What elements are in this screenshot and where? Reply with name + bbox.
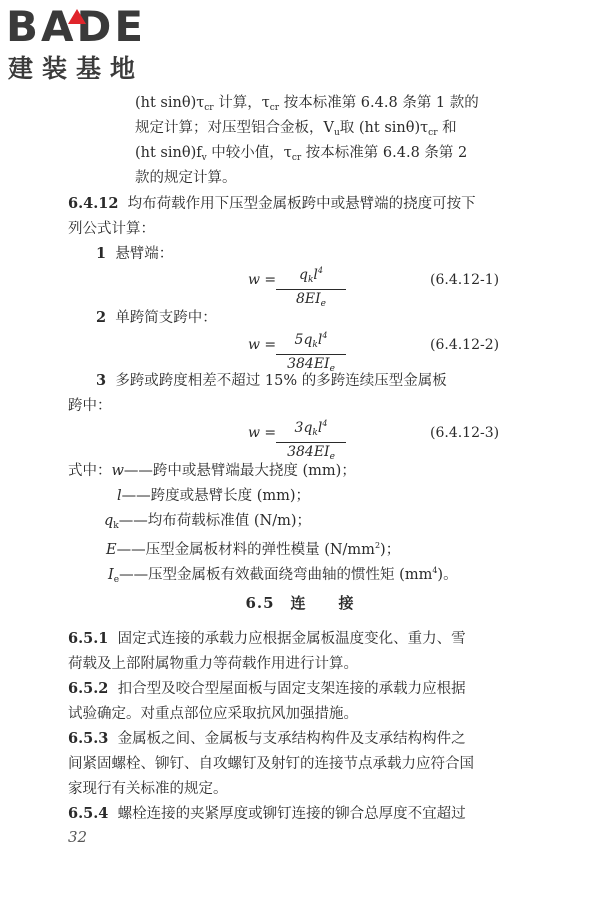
text: 中较小值，τ [206,145,292,161]
clause-text: 金属板之间、金属板与支承结构构件及支承结构构件之 [117,731,466,747]
text: 384EI [287,356,330,372]
continuation-line-1 [135,92,479,119]
logo-chinese-text: 建装基地 [8,54,145,83]
sub: k [113,521,119,531]
clause-number: 6.5.1 [68,630,109,647]
legend-I [108,560,458,591]
item-3-line-1 [96,370,447,392]
text: 按本标准第 6.4.8 条第 1 款的 [279,95,479,111]
sup: 2 [374,541,381,550]
desc: )； [380,542,401,558]
text: l [313,267,318,283]
formula-1 [248,262,398,309]
sub: e [320,299,326,309]
sup: 4 [432,566,438,575]
section-title: 6.5 连 接 [245,594,355,612]
clause-number: 6.5.4 [68,805,109,822]
legend-l [117,485,310,507]
sup: 4 [322,419,328,428]
clause-text: 扣合型及咬合型屋面板与固定支架连接的承载力应根据 [117,681,466,697]
symbol: w [111,463,124,479]
clause-6-5-3-line-3: 家现行有关标准的规定。 [68,781,228,797]
formula-lhs: w = [248,425,277,441]
sub: k [307,275,314,285]
denominator [276,289,346,313]
text: 取 (ht sinθ)τ [339,120,429,136]
sub: cr [269,103,280,113]
text: 384EI [287,444,330,460]
fraction [276,262,346,313]
text: 规定计算；对压型铝合金板，V [135,120,334,136]
text: (ht sinθ)τ [135,95,205,111]
numerator [276,415,346,442]
legend-q [104,510,311,537]
logo-wordmark: BADE [6,2,147,51]
legend-w [68,460,356,482]
text: l [317,420,323,436]
page-number: 32 [68,828,88,846]
clause-6-4-12-line-1 [68,193,476,215]
sup: 4 [322,331,328,340]
symbol: E [106,542,117,558]
text: 计算，τ [213,95,270,111]
clause-6-5-4-line-1 [68,803,466,825]
sub: k [312,428,318,438]
clause-number: 6.5.3 [68,730,109,747]
sub: cr [291,153,302,163]
item-text: 悬臂端： [115,246,174,262]
desc: ——跨度或悬臂长度 (mm)； [121,488,311,504]
text: 按本标准第 6.4.8 条第 2 [301,145,468,161]
text: 3q [294,420,313,436]
item-number: 2 [96,309,107,326]
symbol: I [108,567,114,583]
sub: e [329,452,335,462]
desc: )。 [437,567,458,583]
numerator [276,327,346,354]
sub: e [113,575,120,585]
equation-number-3: (6.4.12-3) [430,425,500,441]
formula-lhs: w = [248,272,277,288]
item-text: 单跨简支跨中： [115,310,217,326]
clause-6-5-3-line-2: 间紧固螺栓、铆钉、自攻螺钉及射钉的连接节点承载力应符合国 [68,756,474,772]
legend-E [106,535,400,561]
bade-logo [6,4,176,86]
formula-2 [248,327,398,374]
item-2 [96,307,217,329]
sub: e [329,364,335,374]
text: (ht sinθ)f [135,145,202,161]
symbol: q [104,513,114,529]
text: 和 [437,120,457,136]
text: 5q [294,332,313,348]
text: 8EI [296,291,321,307]
desc: ——跨中或悬臂端最大挠度 (mm)； [123,463,356,479]
clause-text: 螺栓连接的夹紧厚度或铆钉连接的铆合总厚度不宜超过 [117,806,466,822]
item-text: 多跨或跨度相差不超过 15% 的多跨连续压型金属板 [115,373,447,389]
clause-number: 6.4.12 [68,195,119,212]
symbol: l [117,488,122,504]
continuation-line-4: 款的规定计算。 [135,170,237,186]
clause-6-5-1-line-1 [68,628,466,650]
legend-intro: 式中： [68,463,112,479]
equation-number-2: (6.4.12-2) [430,337,500,353]
numerator [276,262,346,289]
sub: k [312,340,318,350]
text: q [298,267,308,283]
desc: ——均布荷载标准值 (N/m)； [118,513,312,529]
clause-text: 固定式连接的承载力应根据金属板温度变化、重力、雪 [117,631,466,647]
fraction [276,415,346,466]
clause-number: 6.5.2 [68,680,109,697]
continuation-line-3 [135,142,467,169]
clause-6-4-12-line-2: 列公式计算： [68,221,155,237]
text: l [317,332,323,348]
clause-6-5-3-line-1 [68,728,466,750]
item-3-line-2: 跨中： [68,398,112,414]
item-1 [96,243,173,265]
sub: cr [204,103,214,113]
logo-triangle-icon [68,9,86,24]
equation-number-1: (6.4.12-1) [430,272,500,288]
desc: ——压型金属板有效截面绕弯曲轴的惯性矩 (mm [119,567,433,583]
sub: v [201,153,207,163]
item-number: 1 [96,245,107,262]
continuation-line-2 [135,117,457,144]
sub: cr [428,128,438,138]
clause-text: 均布荷载作用下压型金属板跨中或悬臂端的挠度可按下 [127,196,476,212]
clause-6-5-2-line-2: 试验确定。对重点部位应采取抗风加强措施。 [68,706,358,722]
sup: 4 [317,266,323,275]
clause-6-5-1-line-2: 荷载及上部附属物重力等荷载作用进行计算。 [68,656,358,672]
desc: ——压型金属板材料的弹性模量 (N/mm [116,542,375,558]
formula-3 [248,415,398,462]
item-number: 3 [96,372,107,389]
formula-lhs: w = [248,337,277,353]
sub: u [333,128,340,138]
clause-6-5-2-line-1 [68,678,466,700]
